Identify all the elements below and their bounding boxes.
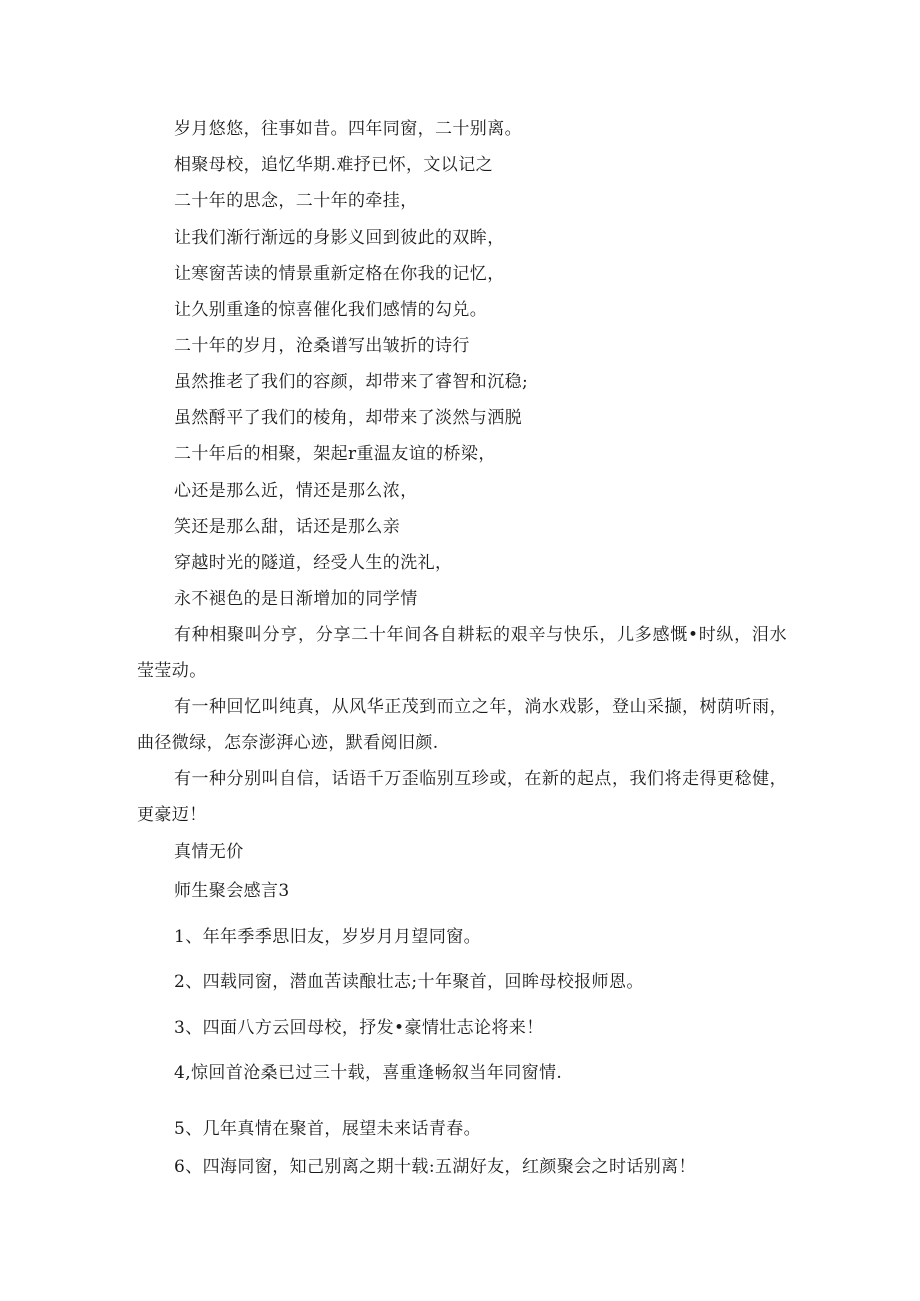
body-paragraph: 有种相聚叫分亨，分享二十年间各自耕耘的艰辛与快乐，儿多感慨•时纵，泪水莹莹动。 <box>137 625 787 681</box>
list-item: 1、年年季季思旧友，岁岁月月望同窗。 <box>174 927 482 947</box>
poem-line: 虽然酹平了我们的棱角，却带来了淡然与洒脱 <box>174 408 522 428</box>
poem-line: 相聚母校，追忆华期.难抒已怀，文以记之 <box>174 155 494 175</box>
poem-line: 岁月悠悠，往事如昔。四年同窗，二十别离。 <box>174 119 522 139</box>
poem-line: 二十年的岁月，沧桑谱写出皱折的诗行 <box>174 336 470 356</box>
poem-line: 二十年的思念，二十年的牵挂， <box>174 191 418 211</box>
list-item: 3、四面八方云回母校，抒发•豪情壮志论将来！ <box>174 1018 544 1038</box>
poem-line: 穿越时光的隧道，经受人生的洗礼， <box>174 553 453 573</box>
poem-line: 让我们渐行渐远的身影义回到彼此的双眸， <box>174 228 505 248</box>
poem-line: 让寒窗苦读的情景重新定格在你我的记忆， <box>174 264 505 284</box>
poem-line: 笑还是那么甜，话还是那么亲 <box>174 517 401 537</box>
poem-line: 二十年后的相聚，架起r重温友谊的桥梁， <box>174 444 496 464</box>
poem-line: 心还是那么近，情还是那么浓， <box>174 481 418 501</box>
poem-line: 永不褪色的是日渐增加的同学情 <box>174 589 418 609</box>
body-paragraph: 有一种分别叫自信，话语千万歪临别互珍或，在新的起点，我们将走得更稔健，更豪迈！ <box>137 769 787 825</box>
section-heading: 师生聚会感言3 <box>174 881 290 901</box>
poem-line: 虽然推老了我们的容颜，却带来了睿智和沉稳; <box>174 372 529 392</box>
poem-line: 让久别重逢的惊喜催化我们感情的勾兑。 <box>174 300 488 320</box>
body-paragraph: 有一种回忆叫纯真，从风华正茂到而立之年，淌水戏影，登山采撷，树荫听雨，曲径微绿，怎奈澎湃心迹，默看阅旧颜. <box>137 697 787 753</box>
list-item: 6、四海同窗，知己别离之期十载:五湖好友，红颜聚会之时话别离！ <box>174 1157 696 1177</box>
list-item: 5、几年真情在聚首，展望未来话青春。 <box>174 1119 482 1139</box>
list-item: 4,惊回首沧桑已过三十载，喜重逢畅叙当年同窗情. <box>174 1063 563 1083</box>
closing-line: 真情无价 <box>174 842 244 862</box>
list-item: 2、四载同窗，潜血苦读酿壮志;十年聚首，回眸母校报师恩。 <box>174 972 644 992</box>
